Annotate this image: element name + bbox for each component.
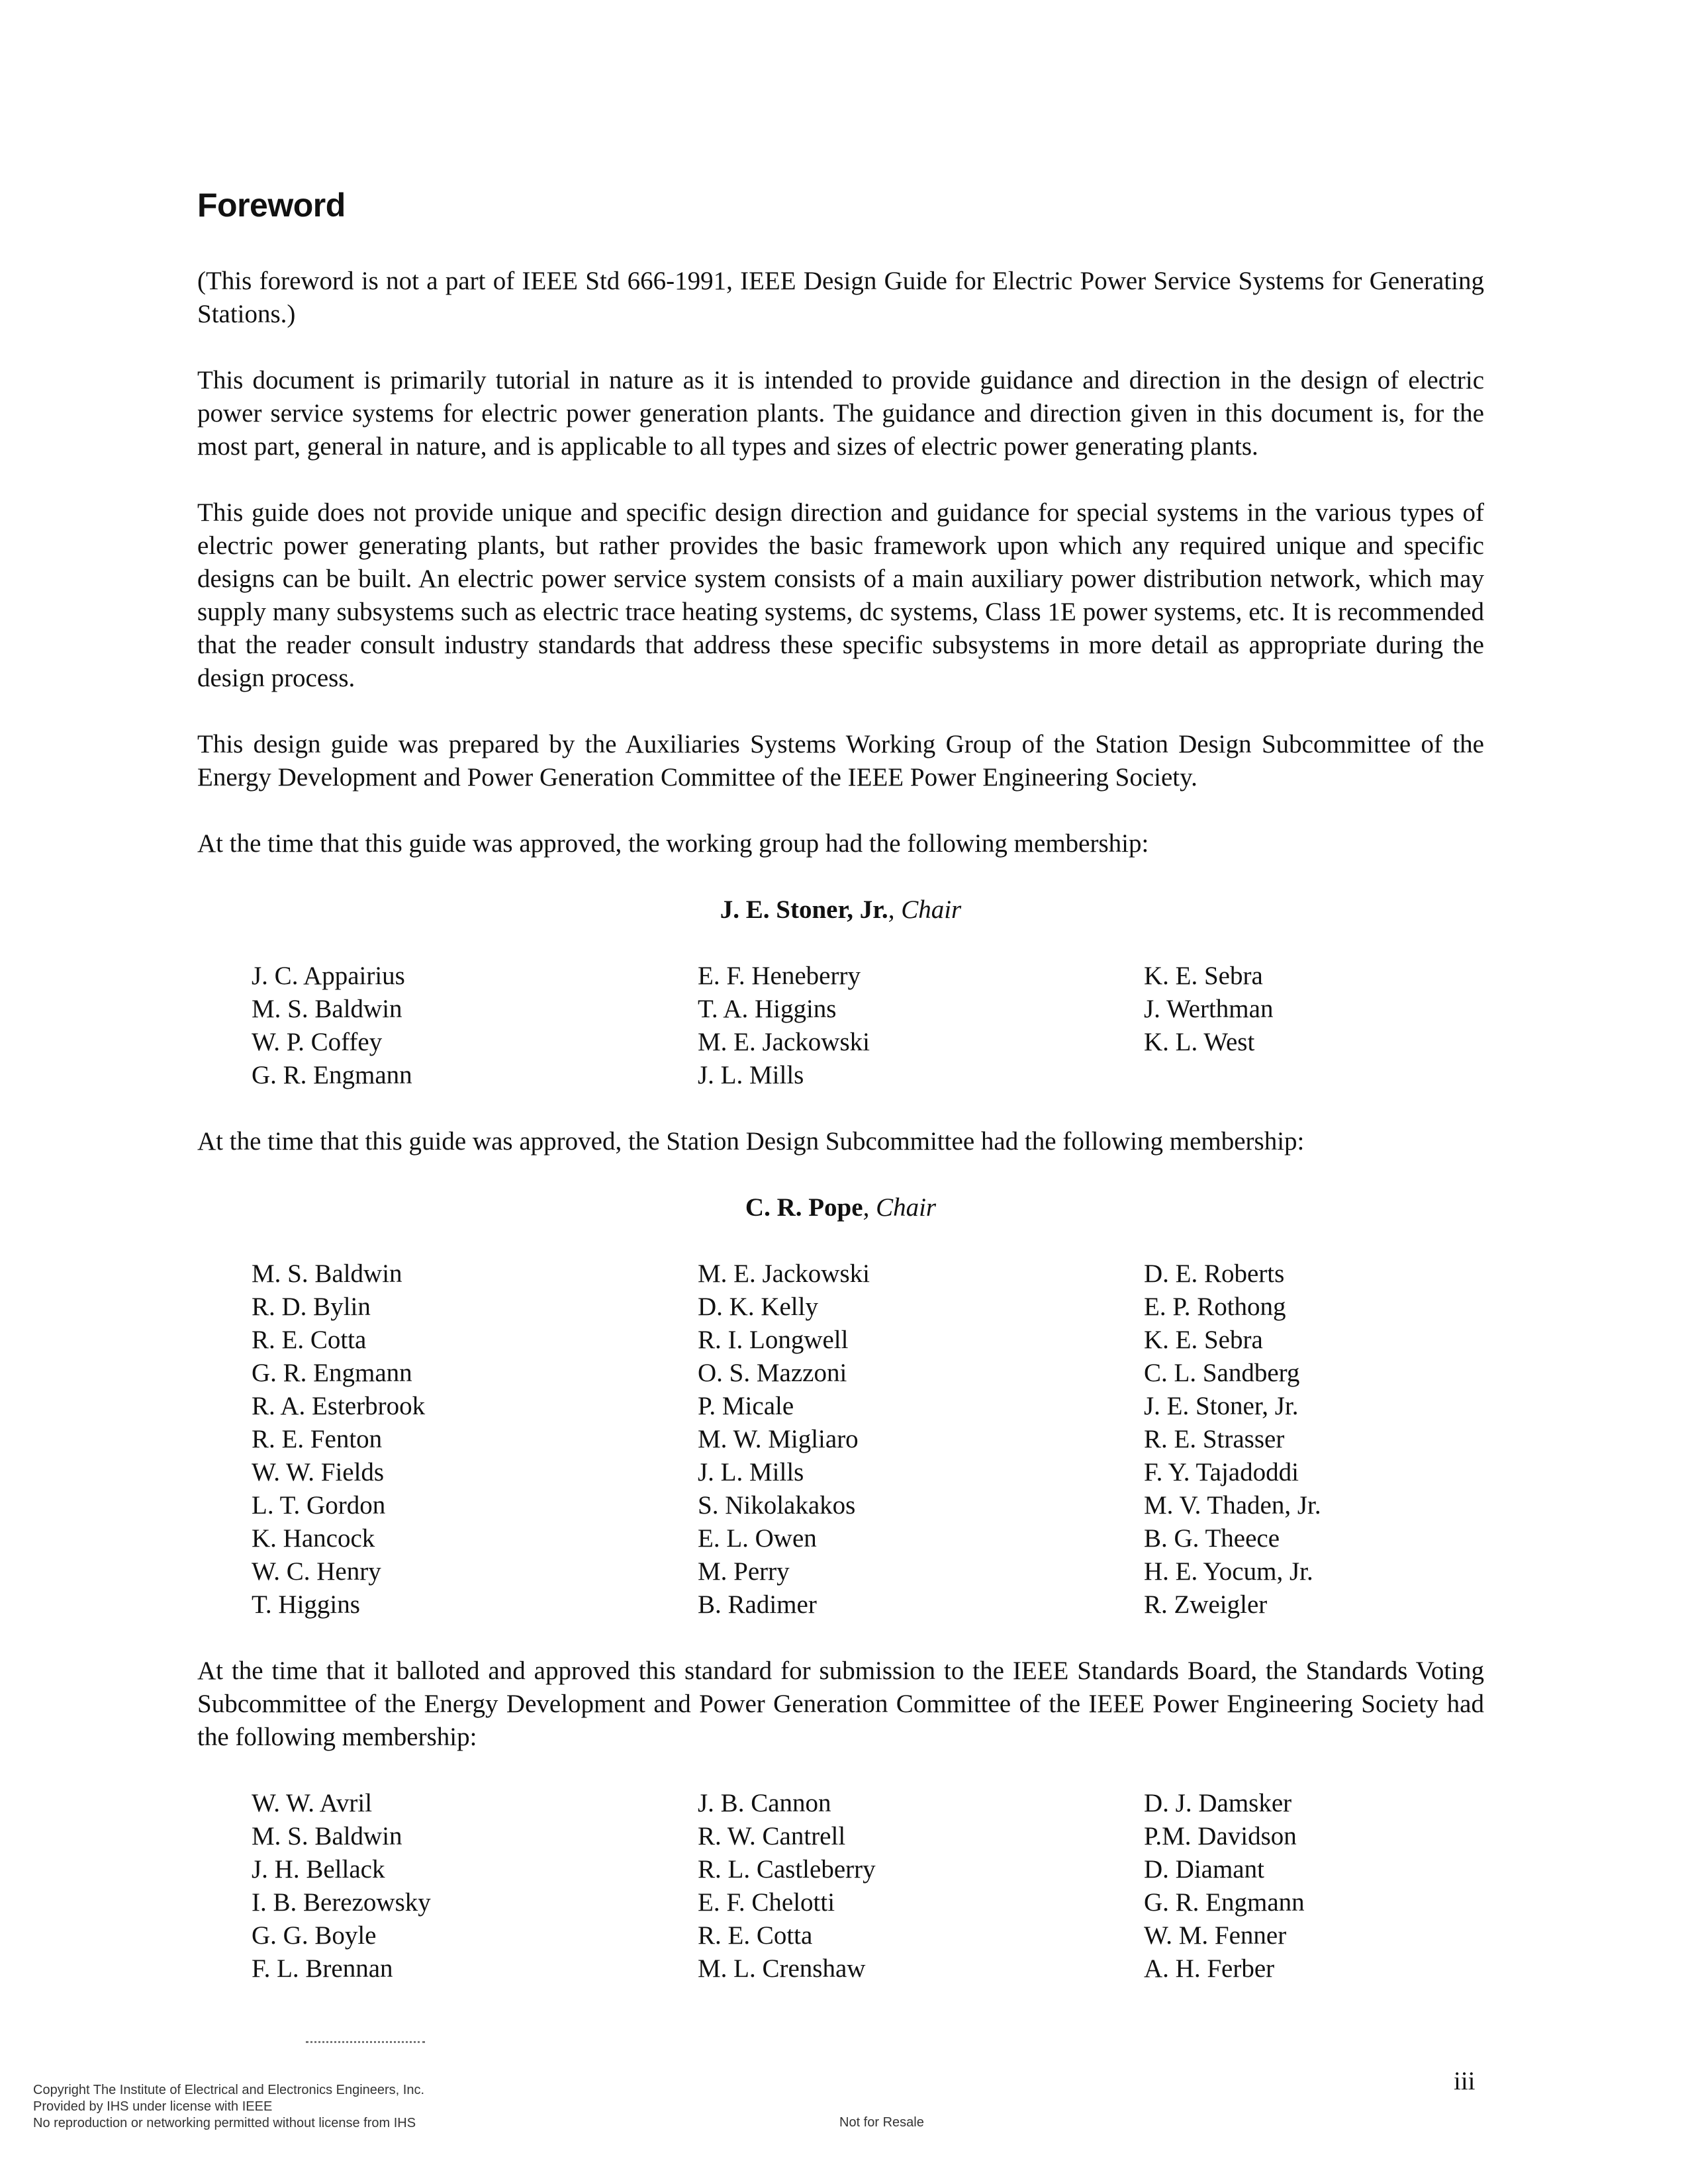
- paragraph-1: This document is primarily tutorial in nature as it is intended to provide guidance and direction in the design of electric power service systems for electric power generation plants. The guidance and direction given in this document is, for the most part, general in nature, and is applicable to all types and sizes of electric power generating plants.: [197, 366, 1484, 461]
- member-name: J. C. Appairius: [252, 962, 405, 990]
- member-name: E. L. Owen: [698, 1524, 817, 1553]
- member-name: A. H. Ferber: [1144, 1954, 1275, 1983]
- member-name: B. Radimer: [698, 1590, 817, 1619]
- member-name: H. E. Yocum, Jr.: [1144, 1557, 1313, 1586]
- member-name: O. S. Mazzoni: [698, 1359, 847, 1387]
- member-name: W. W. Fields: [252, 1458, 385, 1486]
- member-name: M. Perry: [698, 1557, 790, 1586]
- member-name: K. L. West: [1144, 1028, 1255, 1056]
- member-column: [698, 1257, 1144, 1621]
- member-name: T. Higgins: [252, 1590, 360, 1619]
- member-name: R. L. Castleberry: [698, 1855, 876, 1884]
- member-name: R. E. Fenton: [252, 1425, 383, 1453]
- chair-role: , Chair: [863, 1193, 937, 1222]
- member-column: [252, 1787, 698, 1985]
- not-for-resale-notice: Not for Resale: [839, 2115, 924, 2130]
- member-name: G. R. Engmann: [1144, 1888, 1305, 1917]
- member-name: G. G. Boyle: [252, 1921, 377, 1950]
- member-name: D. E. Roberts: [1144, 1259, 1285, 1288]
- member-name: R. I. Longwell: [698, 1326, 849, 1354]
- page-number: iii: [1454, 2067, 1476, 2095]
- paragraph-2: This guide does not provide unique and specific design direction and guidance for special systems in the various types of electric power generating plants, but rather provides the basic framework upon which any required unique and specific designs can be built. An electric power service system consists of a main auxiliary power distribution network, which may supply many subsystems such as electric trace heating systems, dc systems, Class 1E power systems, etc. It is recommended that the reader consult industry standards that address these specific subsystems in more detail as appropriate during the design process.: [197, 498, 1484, 692]
- chair-role: , Chair: [888, 895, 962, 924]
- member-column: [698, 960, 1144, 1092]
- member-name: S. Nikolakakos: [698, 1491, 856, 1520]
- member-name: R. W. Cantrell: [698, 1822, 846, 1850]
- member-name: W. C. Henry: [252, 1557, 381, 1586]
- member-name: R. E. Cotta: [252, 1326, 367, 1354]
- chair-name: J. E. Stoner, Jr.: [720, 895, 888, 924]
- member-name: J. Werthman: [1144, 995, 1274, 1023]
- paragraph-3: This design guide was prepared by the Auxiliaries Systems Working Group of the Station Design Subcommittee of the Energy Development and Power Generation Committee of the IEEE Power Engineering Society.: [197, 730, 1484, 792]
- member-name: L. T. Gordon: [252, 1491, 386, 1520]
- chair-name: C. R. Pope: [745, 1193, 863, 1222]
- working-group-lead: At the time that this guide was approved, the working group had the following membership:: [197, 829, 1149, 858]
- member-column: [252, 960, 698, 1092]
- member-name: W. M. Fenner: [1144, 1921, 1287, 1950]
- member-name: F. Y. Tajadoddi: [1144, 1458, 1299, 1486]
- page-title: Foreword: [197, 187, 346, 224]
- document-page: [197, 185, 1484, 2019]
- member-name: K. E. Sebra: [1144, 1326, 1263, 1354]
- member-column: [1144, 1787, 1538, 1985]
- member-name: D. K. Kelly: [698, 1293, 818, 1321]
- footer-line: No reproduction or networking permitted without license from IHS: [33, 2116, 416, 2130]
- member-name: B. G. Theece: [1144, 1524, 1280, 1553]
- subcommittee-members: [197, 1257, 1484, 1621]
- member-name: C. L. Sandberg: [1144, 1359, 1300, 1387]
- subcommittee-chair: [197, 1191, 1484, 1224]
- member-name: M. V. Thaden, Jr.: [1144, 1491, 1321, 1520]
- footer-line: Provided by IHS under license with IEEE: [33, 2099, 273, 2114]
- member-name: J. H. Bellack: [252, 1855, 385, 1884]
- member-name: R. Zweigler: [1144, 1590, 1268, 1619]
- member-name: J. E. Stoner, Jr.: [1144, 1392, 1299, 1420]
- working-group-members: [197, 960, 1484, 1092]
- member-name: M. E. Jackowski: [698, 1259, 870, 1288]
- member-name: R. E. Strasser: [1144, 1425, 1285, 1453]
- member-name: P. Micale: [698, 1392, 794, 1420]
- member-column: [1144, 1257, 1538, 1621]
- member-name: G. R. Engmann: [252, 1061, 412, 1089]
- member-name: D. Diamant: [1144, 1855, 1264, 1884]
- member-column: [252, 1257, 698, 1621]
- working-group-chair: [197, 893, 1484, 927]
- member-name: K. Hancock: [252, 1524, 375, 1553]
- member-name: M. S. Baldwin: [252, 1259, 402, 1288]
- member-name: F. L. Brennan: [252, 1954, 393, 1983]
- voting-lead: At the time that it balloted and approved this standard for submission to the IEEE Standards Board, the Standards Voting Subcommittee of the Energy Development and Power Generation Committee of the IEEE Power Engineering Society had the following membership:: [197, 1657, 1484, 1751]
- member-name: M. W. Migliaro: [698, 1425, 859, 1453]
- member-name: M. S. Baldwin: [252, 1822, 402, 1850]
- copyright-footer: [33, 2082, 424, 2132]
- member-name: M. S. Baldwin: [252, 995, 402, 1023]
- member-name: P.M. Davidson: [1144, 1822, 1297, 1850]
- subcommittee-lead: At the time that this guide was approved, the Station Design Subcommittee had the following membership:: [197, 1127, 1305, 1156]
- member-name: M. L. Crenshaw: [698, 1954, 866, 1983]
- intro-note: (This foreword is not a part of IEEE Std 666-1991, IEEE Design Guide for Electric Power Service Systems for Generating Stations.): [197, 267, 1484, 328]
- member-column: [1144, 960, 1538, 1092]
- member-name: M. E. Jackowski: [698, 1028, 870, 1056]
- member-name: J. L. Mills: [698, 1061, 804, 1089]
- member-name: W. W. Avril: [252, 1789, 373, 1817]
- member-name: J. B. Cannon: [698, 1789, 831, 1817]
- member-name: R. D. Bylin: [252, 1293, 371, 1321]
- voting-members: [197, 1787, 1484, 1985]
- footer-line: Copyright The Institute of Electrical and Electronics Engineers, Inc.: [33, 2083, 425, 2097]
- member-name: G. R. Engmann: [252, 1359, 412, 1387]
- member-name: R. A. Esterbrook: [252, 1392, 426, 1420]
- member-name: I. B. Berezowsky: [252, 1888, 431, 1917]
- member-name: E. P. Rothong: [1144, 1293, 1286, 1321]
- member-name: K. E. Sebra: [1144, 962, 1263, 990]
- member-name: E. F. Chelotti: [698, 1888, 835, 1917]
- member-name: D. J. Damsker: [1144, 1789, 1292, 1817]
- member-name: J. L. Mills: [698, 1458, 804, 1486]
- member-name: T. A. Higgins: [698, 995, 837, 1023]
- member-name: W. P. Coffey: [252, 1028, 383, 1056]
- scan-artifact: [306, 2041, 425, 2050]
- member-name: E. F. Heneberry: [698, 962, 861, 990]
- member-column: [698, 1787, 1144, 1985]
- member-name: R. E. Cotta: [698, 1921, 813, 1950]
